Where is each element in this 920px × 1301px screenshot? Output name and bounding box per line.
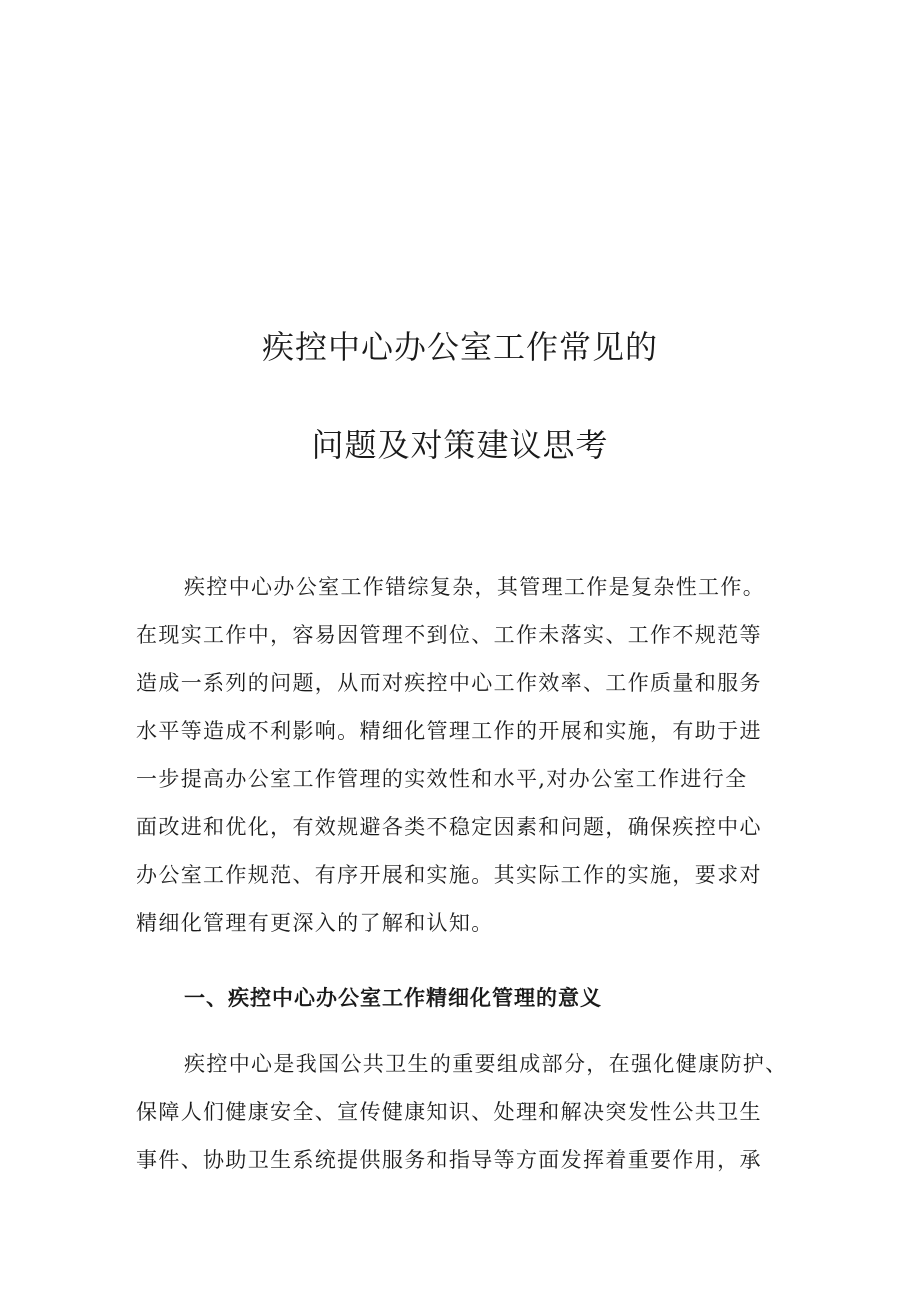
document-title-line-1: 疾控中心办公室工作常见的 [261,328,658,366]
paragraph-line: 面改进和优化，有效规避各类不稳定因素和问题，确保疾控中心 [136,815,762,839]
paragraph-line: 办公室工作规范、有序开展和实施。其实际工作的实施，要求对 [136,863,762,887]
paragraph-line: 保障人们健康安全、宣传健康知识、处理和解决突发性公共卫生 [136,1100,762,1124]
paragraph-line: 造成一系列的问题，从而对疾控中心工作效率、工作质量和服务 [136,671,762,695]
paragraph-line: 一步提高办公室工作管理的实效性和水平,对办公室工作进行全 [136,767,748,791]
section-heading-1: 一、疾控中心办公室工作精细化管理的意义 [184,986,602,1010]
paragraph-line: 精细化管理有更深入的了解和认知。 [136,911,494,935]
section-1-paragraph [136,1040,796,1184]
intro-paragraph [136,563,796,947]
paragraph-line: 在现实工作中，容易因管理不到位、工作未落实、工作不规范等 [136,623,762,647]
paragraph-line: 事件、协助卫生系统提供服务和指导等方面发挥着重要作用，承 [136,1148,762,1172]
paragraph-line: 水平等造成不利影响。精细化管理工作的开展和实施，有助于进 [136,719,762,743]
document-title-line-2: 问题及对策建议思考 [311,426,609,464]
paragraph-line: 疾控中心是我国公共卫生的重要组成部分，在强化健康防护、 [184,1052,788,1076]
paragraph-line: 疾控中心办公室工作错综复杂，其管理工作是复杂性工作。 [184,575,766,599]
